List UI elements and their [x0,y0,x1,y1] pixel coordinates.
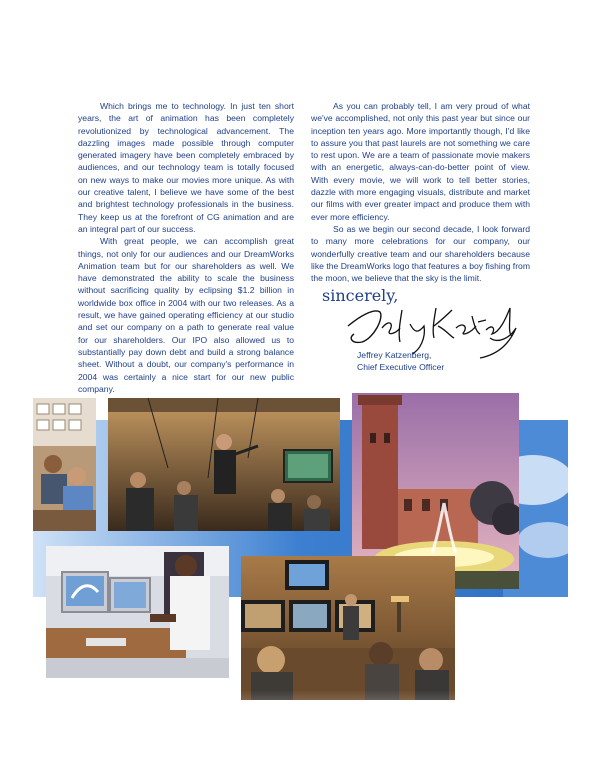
letter-paragraph: Which brings me to technology. In just ten short years, the art of animation has been completely revolutionized by technological advancement. The dazzling images made possible through computer generated imagery have been completely embraced by audiences, and our technology team is totally focused on new ways to make our movies more unique. As with our creative talent, I believe we have some of the best and brightest technology professionals in the business. They keep us at the forefront of CG animation and are an integral part of our success. [78,101,294,234]
closing-salutation: sincerely, [322,286,399,305]
signer-name: Jeffrey Katzenberg, [357,350,432,360]
letter-right-column [311,100,530,284]
letter-paragraph: As you can probably tell, I am very proud of what we've accomplished, not only this past year but since our inception ten years ago. More importantly though, I'd like to assure you that past laurels are not something we care to rest upon. We are a team of passionate movie makers with an energetic, always-can-do-better point of view. With every movie, we will work to tell better stories, dazzle with more engaging visuals, distribute and market our films with ever greater impact and produce them with ever more efficiency. [311,101,530,222]
letter-left-column [78,100,294,395]
bottom-fade [0,690,600,762]
photo-screening-room [241,556,455,700]
signer-block [357,349,444,373]
letter-paragraph: So as we begin our second decade, I look forward to many more celebrations for our company, our wonderfully creative team and our shareholders because like the DreamWorks logo that features a boy fishing from the moon, we believe that the sky is the limit. [311,223,530,284]
signer-title: Chief Executive Officer [357,362,445,372]
photo-animator-workstation [46,546,229,678]
letter-paragraph: With great people, we can accomplish great things, not only for our audiences and our DreamWorks Animation team but for our shareholders as well. We have demonstrated the ability to scale the business without sacrificing quality by eclipsing $1.2 billion in worldwide box office in 2004 with our two releases. As a result, we have gained operating efficiency at our studio and set our company on a path to generate real value for our shareholders. Our IPO also allowed us to substantially pay down debt and build a strong balance sheet. Without a doubt, our company's performance in 2004 was certainly a nice start for our new public company. [78,236,294,394]
photo-recording-session [108,398,340,531]
photo-story-artists [33,398,96,531]
